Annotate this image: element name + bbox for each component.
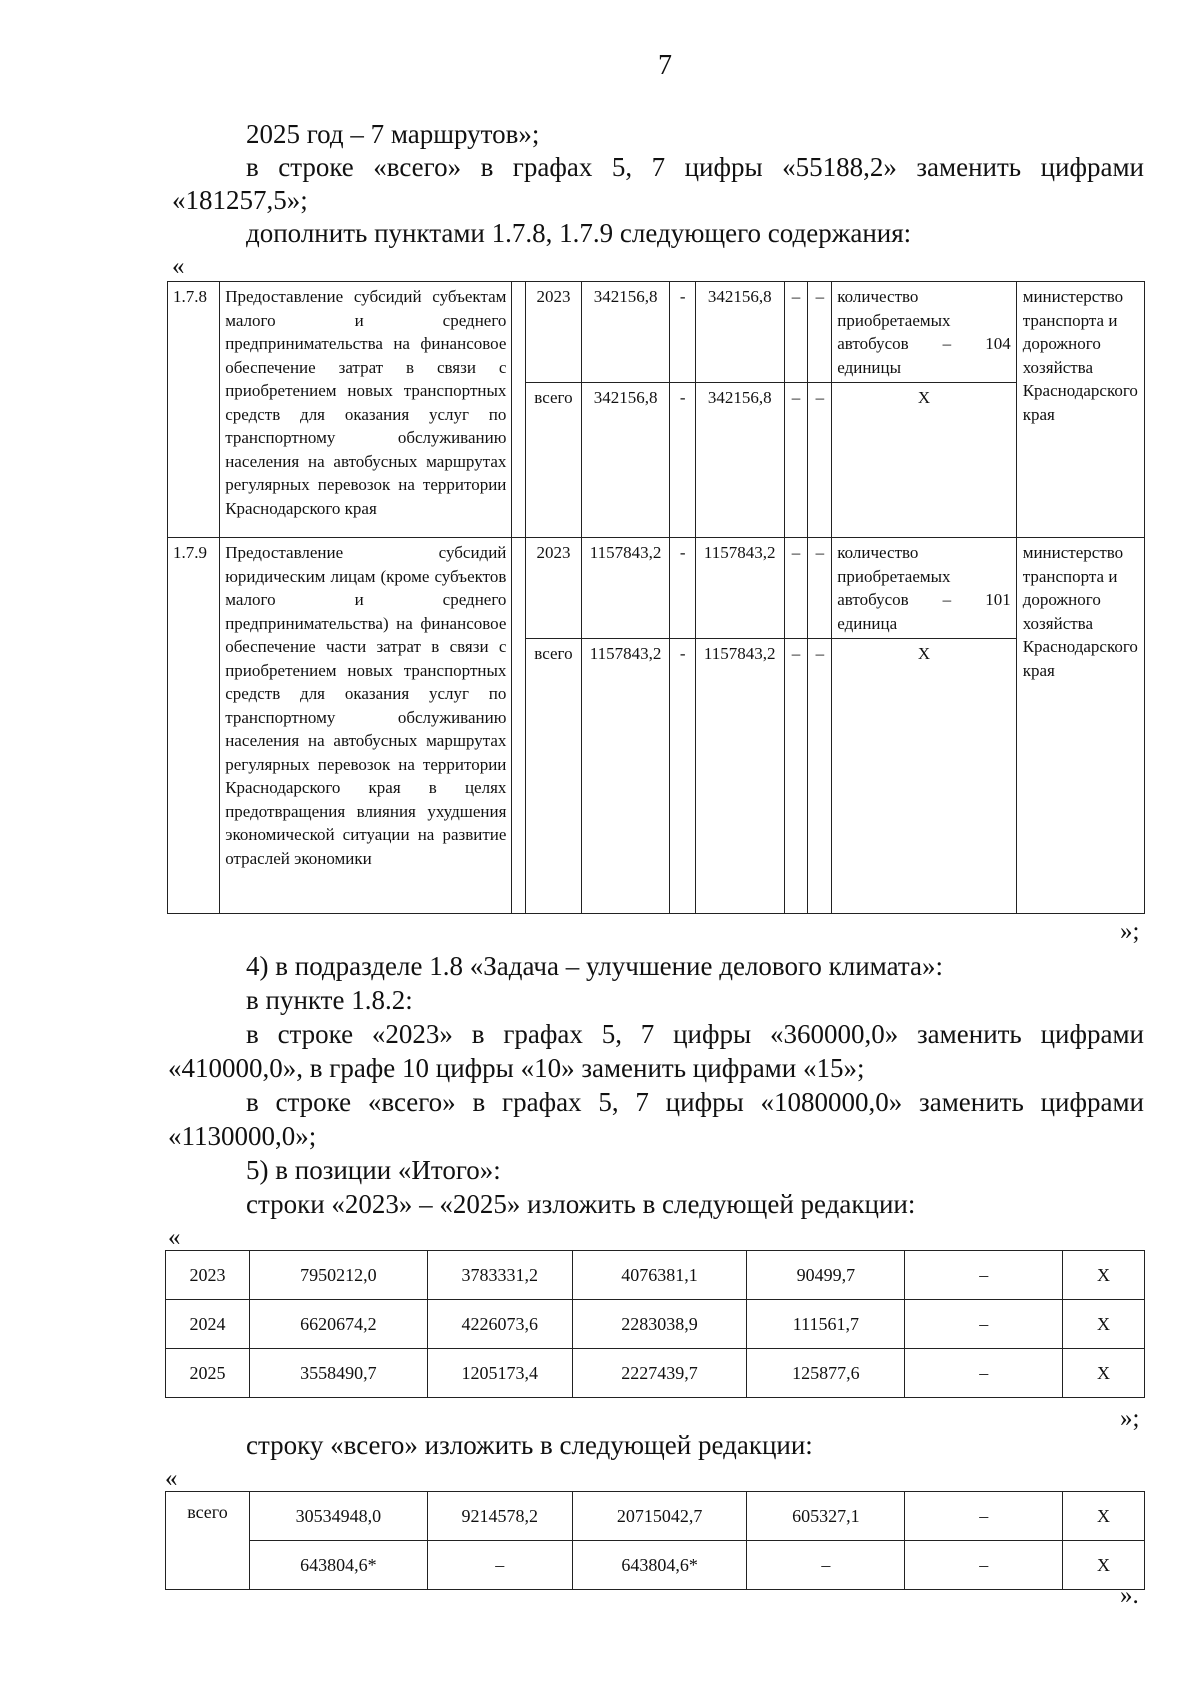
table-cell: – bbox=[905, 1300, 1063, 1349]
value-cell: – bbox=[784, 383, 808, 538]
table-cell: 2024 bbox=[166, 1300, 250, 1349]
responsible-cell: министерство транспорта и дорожного хозяйства Краснодарского края bbox=[1016, 538, 1144, 914]
text-line: в строке «всего» в графах 5, 7 цифры «55188,2» заменить цифрами bbox=[246, 152, 1144, 182]
table-cell: 3783331,2 bbox=[427, 1251, 572, 1300]
vsego-table bbox=[165, 1491, 1145, 1590]
value-cell: – bbox=[784, 282, 808, 383]
table-cell: – bbox=[905, 1251, 1063, 1300]
table-cell: 605327,1 bbox=[747, 1492, 905, 1541]
year-cell: 2023 bbox=[526, 282, 582, 383]
value-cell: – bbox=[808, 383, 832, 538]
table-row bbox=[166, 1300, 1145, 1349]
table-cell: 4076381,1 bbox=[572, 1251, 747, 1300]
responsible-cell: министерство транспорта и дорожного хозяйства Краснодарского края bbox=[1016, 282, 1144, 538]
text-line: в строке «всего» в графах 5, 7 цифры «1080000,0» заменить цифрами bbox=[246, 1087, 1144, 1117]
closing-quote: »; bbox=[1120, 918, 1140, 945]
text-line: «1130000,0»; bbox=[168, 1121, 317, 1151]
item-number: 1.7.9 bbox=[168, 538, 220, 914]
item-description: Предоставление субсидий юридическим лицам (кроме субъектов малого и среднего предпринимательства) на финансовое обеспечение части затрат в связи с приобретением новых транспортных средств для оказания услуг по транспортному обслуживанию населения на автобусных маршрутах регулярных перевозок на территории Краснодарского края в целях предотвращения влияния ухудшения экономической ситуации на развитие отраслей экономики bbox=[220, 538, 512, 914]
text-line: строку «всего» изложить в следующей редакции: bbox=[246, 1430, 813, 1460]
item-number: 1.7.8 bbox=[168, 282, 220, 538]
value-cell: – bbox=[808, 538, 832, 639]
table-cell: Х bbox=[1063, 1492, 1145, 1541]
text-line: «410000,0», в графе 10 цифры «10» заменить цифрами «15»; bbox=[168, 1053, 865, 1083]
value-cell: – bbox=[784, 538, 808, 639]
value-cell: 1157843,2 bbox=[581, 639, 670, 914]
indicator-cell: Х bbox=[832, 383, 1016, 538]
value-cell: - bbox=[670, 282, 695, 383]
opening-quote: « bbox=[172, 253, 185, 280]
table-cell: – bbox=[905, 1349, 1063, 1398]
table-cell: 3558490,7 bbox=[249, 1349, 427, 1398]
text-line: в строке «2023» в графах 5, 7 цифры «360000,0» заменить цифрами bbox=[246, 1019, 1144, 1049]
value-cell: - bbox=[670, 538, 695, 639]
table-cell: 643804,6* bbox=[572, 1541, 747, 1590]
table-cell: 1205173,4 bbox=[427, 1349, 572, 1398]
text-line: 2025 год – 7 маршрутов»; bbox=[246, 119, 540, 149]
table-cell: Х bbox=[1063, 1251, 1145, 1300]
text-line: дополнить пунктами 1.7.8, 1.7.9 следующего содержания: bbox=[246, 218, 912, 248]
indicator-cell: Х bbox=[832, 639, 1016, 914]
value-cell: 342156,8 bbox=[695, 383, 784, 538]
page-number: 7 bbox=[658, 50, 672, 81]
empty-cell bbox=[512, 538, 526, 914]
value-cell: 342156,8 bbox=[581, 383, 670, 538]
table-row bbox=[168, 282, 1145, 383]
table-cell: 125877,6 bbox=[747, 1349, 905, 1398]
table-row bbox=[166, 1251, 1145, 1300]
closing-quote: »; bbox=[1120, 1405, 1140, 1432]
opening-quote: « bbox=[165, 1465, 178, 1492]
table-cell: Х bbox=[1063, 1300, 1145, 1349]
year-cell: всего bbox=[526, 639, 582, 914]
table-cell: – bbox=[747, 1541, 905, 1590]
value-cell: – bbox=[808, 639, 832, 914]
year-cell: всего bbox=[526, 383, 582, 538]
itogo-table bbox=[165, 1250, 1145, 1398]
table-cell: – bbox=[905, 1541, 1063, 1590]
table-cell: Х bbox=[1063, 1541, 1145, 1590]
value-cell: – bbox=[784, 639, 808, 914]
table-cell: 30534948,0 bbox=[249, 1492, 427, 1541]
empty-cell bbox=[512, 282, 526, 538]
table-row bbox=[166, 1541, 1145, 1590]
value-cell: 342156,8 bbox=[581, 282, 670, 383]
item-description: Предоставление субсидий субъектам малого и среднего предпринимательства на финансовое обеспечение затрат в связи с приобретением новых транспортных средств для оказания услуг по транспортному обслуживанию населения на автобусных маршрутах регулярных перевозок на территории Краснодарского края bbox=[220, 282, 512, 538]
text-line: 4) в подразделе 1.8 «Задача – улучшение делового климата»: bbox=[246, 951, 943, 981]
opening-quote: « bbox=[168, 1224, 181, 1251]
value-cell: 1157843,2 bbox=[581, 538, 670, 639]
table-cell: 20715042,7 bbox=[572, 1492, 747, 1541]
table-cell: – bbox=[427, 1541, 572, 1590]
text-line: «181257,5»; bbox=[172, 185, 308, 215]
table-cell: 2023 bbox=[166, 1251, 250, 1300]
table-row bbox=[168, 538, 1145, 639]
value-cell: - bbox=[670, 639, 695, 914]
table-row bbox=[166, 1492, 1145, 1541]
table-cell: 7950212,0 bbox=[249, 1251, 427, 1300]
indicator-cell: количество приобретаемых автобусов – 101 единица bbox=[832, 538, 1016, 639]
table-cell: 2025 bbox=[166, 1349, 250, 1398]
table-row bbox=[166, 1349, 1145, 1398]
text-line: в пункте 1.8.2: bbox=[246, 985, 413, 1015]
text-line: 5) в позиции «Итого»: bbox=[246, 1155, 501, 1185]
year-cell: 2023 bbox=[526, 538, 582, 639]
table-cell: 111561,7 bbox=[747, 1300, 905, 1349]
table-cell: 4226073,6 bbox=[427, 1300, 572, 1349]
table-cell: 90499,7 bbox=[747, 1251, 905, 1300]
text-line: строки «2023» – «2025» изложить в следующей редакции: bbox=[246, 1189, 916, 1219]
indicator-cell: количество приобретаемых автобусов – 104 единицы bbox=[832, 282, 1016, 383]
table-cell: 2283038,9 bbox=[572, 1300, 747, 1349]
table-cell: 2227439,7 bbox=[572, 1349, 747, 1398]
value-cell: 1157843,2 bbox=[695, 538, 784, 639]
value-cell: 342156,8 bbox=[695, 282, 784, 383]
value-cell: 1157843,2 bbox=[695, 639, 784, 914]
value-cell: – bbox=[808, 282, 832, 383]
table-cell: 6620674,2 bbox=[249, 1300, 427, 1349]
table-cell: 9214578,2 bbox=[427, 1492, 572, 1541]
value-cell: - bbox=[670, 383, 695, 538]
measures-table bbox=[167, 281, 1145, 914]
closing-quote: ». bbox=[1120, 1582, 1139, 1609]
table-cell: 643804,6* bbox=[249, 1541, 427, 1590]
table-cell: Х bbox=[1063, 1349, 1145, 1398]
table-cell: всего bbox=[166, 1492, 250, 1590]
table-cell: – bbox=[905, 1492, 1063, 1541]
